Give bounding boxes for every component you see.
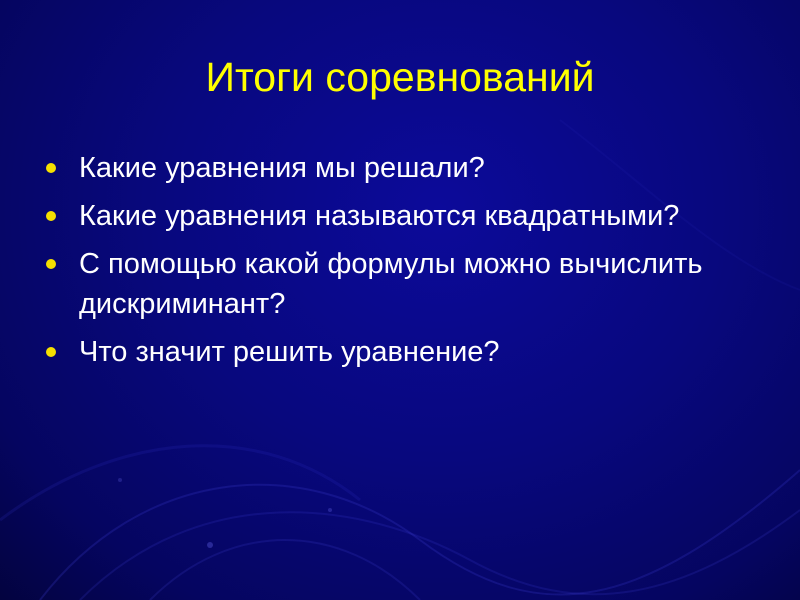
bullet-dot-icon (46, 259, 56, 269)
slide-title: Итоги соревнований (205, 54, 595, 100)
list-item (46, 148, 746, 188)
bullet-list (46, 148, 746, 380)
list-item-text: С помощью какой формулы можно вычислить дискриминант? (79, 248, 703, 320)
bullet-dot-icon (46, 347, 56, 357)
bullet-dot-icon (46, 163, 56, 173)
list-item-text: Что значит решить уравнение? (79, 336, 500, 368)
bullet-dot-icon (46, 211, 56, 221)
list-item (46, 196, 746, 236)
list-item-text: Какие уравнения мы решали? (79, 152, 485, 184)
list-item-text: Какие уравнения называются квадратными? (79, 200, 680, 232)
list-item (46, 332, 746, 372)
list-item (46, 244, 746, 324)
